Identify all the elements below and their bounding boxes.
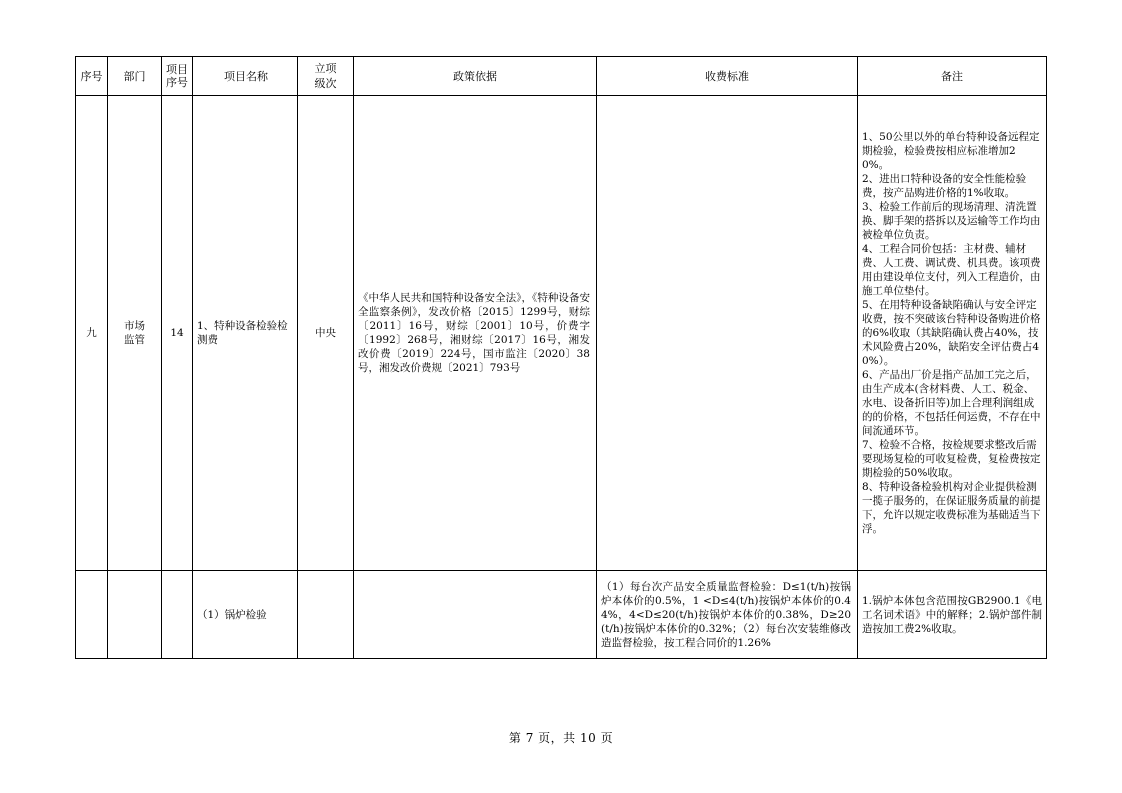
row-level	[298, 571, 354, 659]
row-seq	[76, 571, 108, 659]
row-policy	[354, 571, 597, 659]
row-dept: 市场监管	[108, 96, 162, 571]
remark-item: 1、50公里以外的单台特种设备远程定期检验，检验费按相应标准增加20%。	[862, 131, 1040, 171]
header-policy: 政策依据	[354, 57, 597, 96]
remark-item: 8、特种设备检验机构对企业提供检测一揽子服务的，在保证服务质量的前提下，允许以规定收费标准为基础适当下浮。	[862, 481, 1041, 535]
header-item-name: 项目名称	[193, 57, 298, 96]
row-remark: 1.锅炉本体包含范围按GB2900.1《电工名词术语》中的解释；2.锅炉部件制造按加工费2%收取。	[858, 571, 1047, 659]
row-remark	[858, 96, 1047, 571]
row-seq: 九	[76, 96, 108, 571]
table-row	[76, 571, 1047, 659]
row-dept	[108, 571, 162, 659]
row-item-seq: 14	[162, 96, 193, 571]
remark-item: 4、工程合同价包括：主材费、辅材费、人工费、调试费、机具费。该项费用由建设单位支付，列入工程造价，由施工单位垫付。	[862, 243, 1041, 297]
header-level: 立项级次	[298, 57, 354, 96]
header-row	[76, 57, 1047, 96]
remark-item: 7、检验不合格，按检规要求整改后需要现场复检的可收复检费，复检费按定期检验的50%收取。	[862, 439, 1041, 479]
header-fee: 收费标准	[597, 57, 858, 96]
row-level: 中央	[298, 96, 354, 571]
remark-item: 2、进出口特种设备的安全性能检验费，按产品购进价格的1%收取。	[862, 173, 1027, 199]
remark-item: 3、检验工作前后的现场清理、清洗置换、脚手架的搭拆以及运输等工作均由被检单位负责。	[862, 201, 1041, 241]
row-item-name: （1）锅炉检验	[193, 571, 298, 659]
remark-item: 5、在用特种设备缺陷确认与安全评定收费，按不突破该台特种设备购进价格的6%收取（其缺陷确认费占40%，技术风险费占20%，缺陷安全评估费占40%）。	[862, 299, 1041, 367]
row-item-name: 1、特种设备检验检测费	[193, 96, 298, 571]
row-policy: 《中华人民共和国特种设备安全法》，《特种设备安全监察条例》，发改价格〔2015〕1299号，财综〔2011〕16号，财综〔2001〕10号，价费字〔1992〕268号，湘财综〔2017〕16号，湘发改价费〔2019〕224号，国市监注〔2020〕38号，湘发改价费规〔2021〕793号	[354, 96, 597, 571]
table-row	[76, 96, 1047, 571]
row-item-seq	[162, 571, 193, 659]
header-dept: 部门	[108, 57, 162, 96]
page-footer: 第 7 页，共 10 页	[508, 731, 614, 745]
header-remark: 备注	[858, 57, 1047, 96]
header-seq: 序号	[76, 57, 108, 96]
header-item-seq: 项目序号	[162, 57, 193, 96]
fee-table	[75, 56, 1047, 659]
row-fee	[597, 96, 858, 571]
row-fee: （1）每台次产品安全质量监督检验：D≤1(t/h)按锅炉本体价的0.5%，1 <D≤4(t/h)按锅炉本体价的0.44%，4<D≤20(t/h)按锅炉本体价的0.38%，D≥20(t/h)按锅炉本体价的0.32%；（2）每台次安装维修改造监督检验，按工程合同价的1.26%	[597, 571, 858, 659]
remark-item: 6、产品出厂价是指产品加工完之后，由生产成本(含材料费、人工、税金、水电、设备折旧等)加上合理利润组成的的价格，不包括任何运费，不存在中间流通环节。	[862, 369, 1041, 437]
